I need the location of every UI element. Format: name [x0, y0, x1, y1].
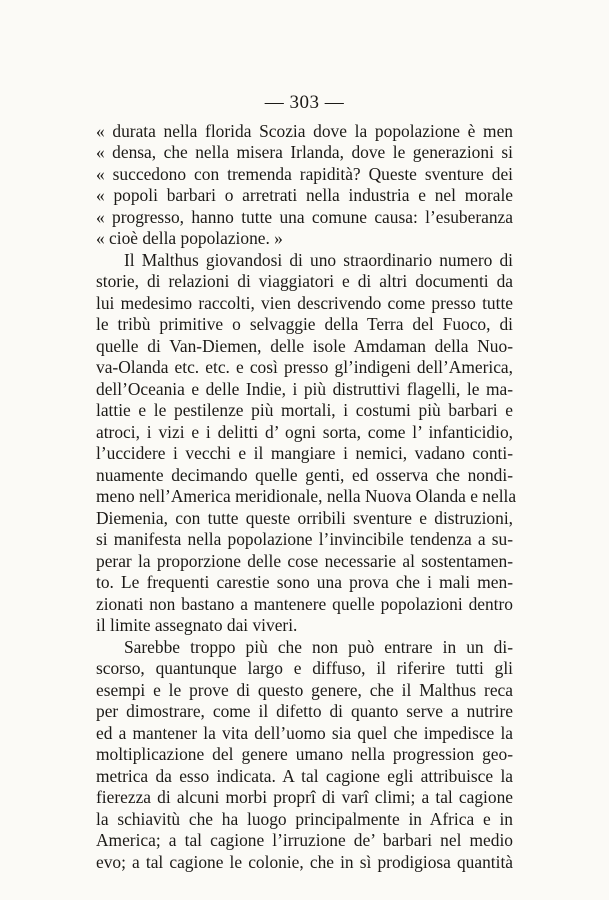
text-line: « durata nella florida Scozia dove la popolazione è men: [96, 121, 513, 141]
text-line: ed a mantener la vita dell’uomo sia quel che impedisce la: [96, 723, 513, 743]
text-line: perar la proporzione delle cose necessarie al sostentamen-: [96, 551, 513, 571]
text-line: to. Le frequenti carestie sono una prova che i mali men-: [96, 572, 513, 592]
text-line: per dimostrare, come il difetto di quanto serve a nutrire: [96, 701, 513, 721]
text-line: « densa, che nella misera Irlanda, dove le generazioni si: [96, 142, 513, 162]
text-line: esempi e le prove di questo genere, che il Malthus reca: [96, 680, 513, 700]
text-line: l’uccidere i vecchi e il mangiare i nemici, vadano conti-: [96, 443, 513, 463]
text-line: lui medesimo raccolti, vien descrivendo come presso tutte: [96, 293, 513, 313]
text-line: metrica da esso indicata. A tal cagione egli attribuisce la: [96, 766, 513, 786]
text-line: America; a tal cagione l’irruzione de’ barbari nel medio: [96, 830, 513, 850]
text-line: moltiplicazione del genere umano nella progression geo-: [96, 744, 513, 764]
text-line: fierezza di alcuni morbi proprî di varî climi; a tal cagione: [96, 787, 513, 807]
text-line: quelle di Van-Diemen, delle isole Amdaman della Nuo-: [96, 336, 513, 356]
text-line: va-Olanda etc. etc. e così presso gl’indigeni dell’America,: [96, 357, 513, 377]
text-line: nuamente decimando quelle genti, ed osserva che nondi-: [96, 465, 513, 485]
text-line: storie, di relazioni di viaggiatori e di altri documenti da: [96, 271, 513, 291]
page-number: — 303 —: [264, 92, 345, 113]
text-line: « cioè della popolazione. »: [96, 228, 283, 248]
text-line: si manifesta nella popolazione l’invincibile tendenza a su-: [96, 529, 513, 549]
text-line: meno nell’America meridionale, nella Nuova Olanda e nella: [96, 486, 517, 506]
text-line: « popoli barbari o arretrati nella industria e nel morale: [96, 185, 513, 205]
text-line: « succedono con tremenda rapidità? Queste sventure dei: [96, 164, 513, 184]
text-line: zionati non bastano a mantenere quelle popolazioni dentro: [96, 594, 513, 614]
text-line: scorso, quantunque largo e diffuso, il riferire tutti gli: [96, 658, 513, 678]
paragraph-first-line: Sarebbe troppo più che non può entrare in un di-: [124, 637, 513, 657]
text-line: il limite assegnato dai viveri.: [96, 615, 298, 635]
text-line: lattie e le pestilenze più mortali, i costumi più barbari e: [96, 400, 513, 420]
text-line: « progresso, hanno tutte una comune causa: l’esuberanza: [96, 207, 513, 227]
text-line: dell’Oceania e delle Indie, i più distruttivi flagelli, le ma-: [96, 379, 513, 399]
text-line: le tribù primitive o selvaggie della Terra del Fuoco, di: [96, 314, 513, 334]
text-line: evo; a tal cagione le colonie, che in sì prodigiosa quantità: [96, 852, 513, 872]
paragraph-first-line: Il Malthus giovandosi di uno straordinario numero di: [124, 250, 513, 270]
text-line: la schiavitù che ha luogo principalmente in Africa e in: [96, 809, 513, 829]
text-line: Diemenia, con tutte queste orribili sventure e distruzioni,: [96, 508, 513, 528]
text-line: atroci, i vizi e i delitti d’ ogni sorta, come l’ infanticidio,: [96, 422, 513, 442]
